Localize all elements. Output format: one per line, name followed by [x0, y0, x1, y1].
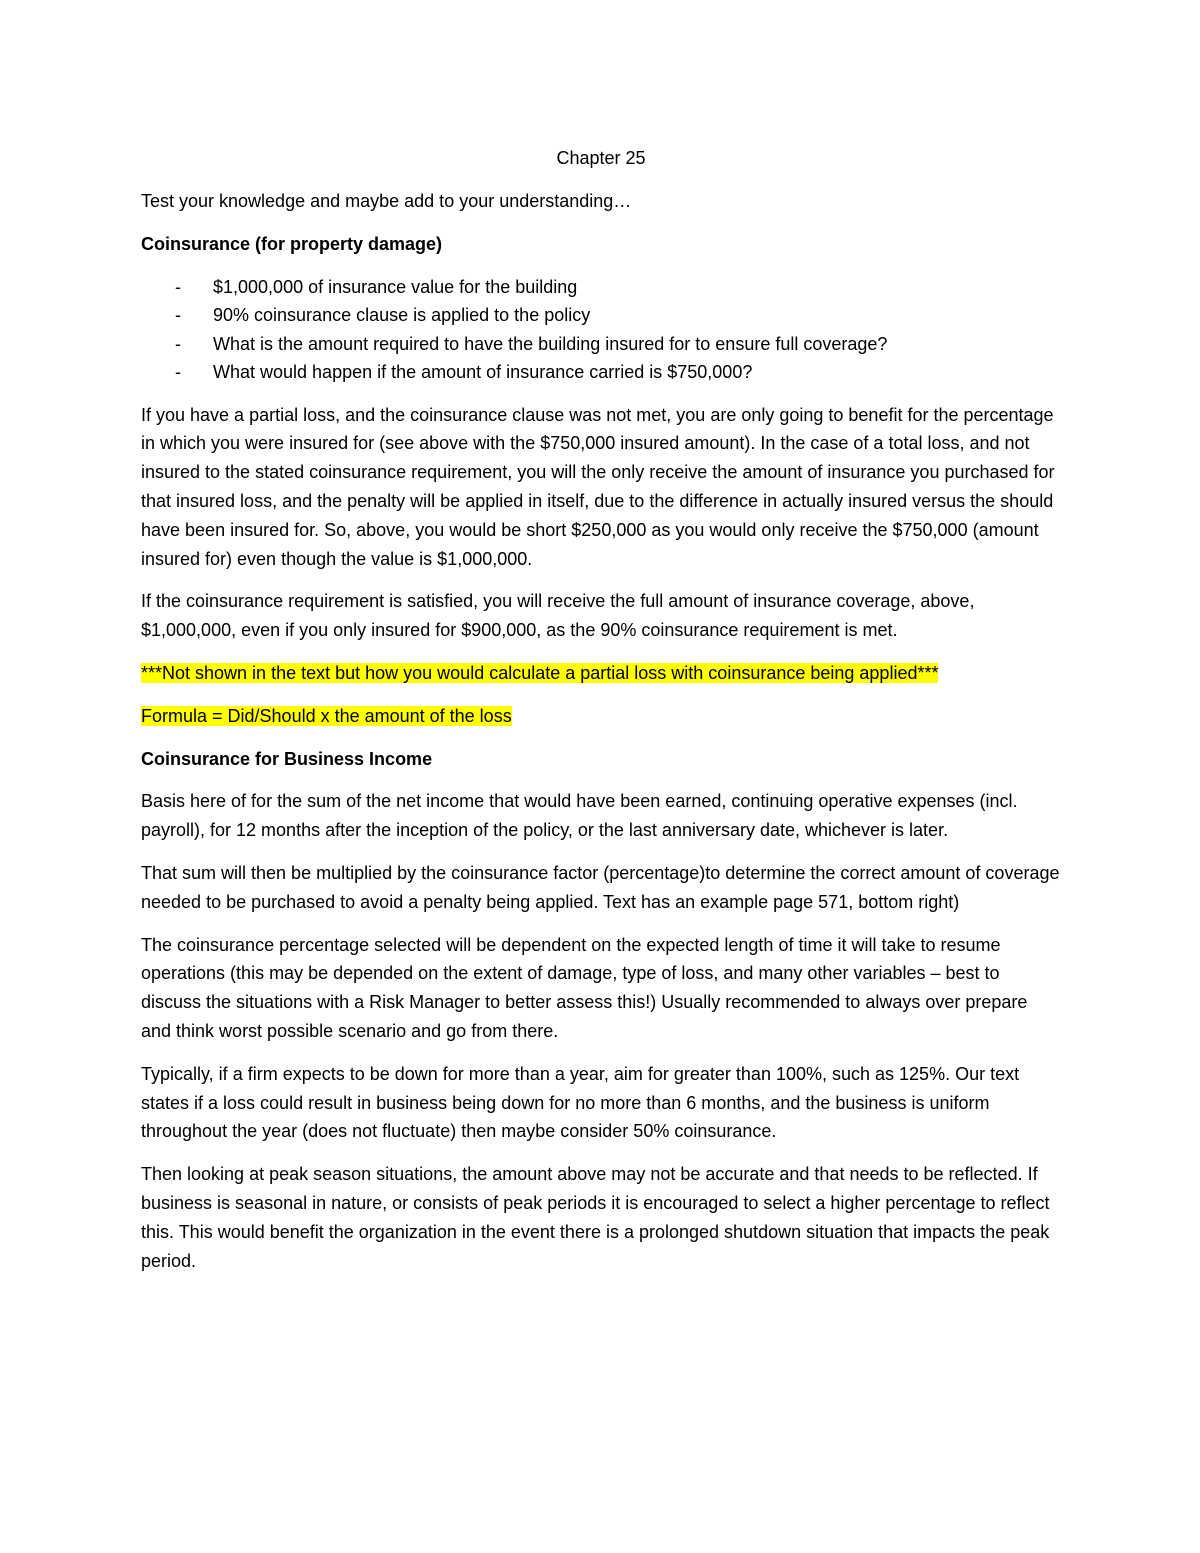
list-item: [141, 330, 1061, 359]
list-item-text: What is the amount required to have the building insured for to ensure full coverage?: [213, 333, 888, 354]
section-heading-property: Coinsurance (for property damage): [141, 233, 443, 254]
paragraph-basis: Basis here of for the sum of the net income that would have been earned, continuing operative expenses (incl. payroll), for 12 months after the inception of the policy, or the last anniversary date, whichever is later.: [141, 791, 1018, 841]
paragraph-percentage-selected: The coinsurance percentage selected will be dependent on the expected length of time it will take to resume operations (this may be depended on the extent of damage, type of loss, and many other variables – best to discuss the situations with a Risk Manager to better assess this!) Usually recommended to always over prepare and think worst possible scenario and go from there.: [141, 934, 1028, 1041]
page-title: Chapter 25: [556, 148, 646, 168]
highlight-note: [141, 659, 1061, 688]
document-body: [141, 144, 1061, 1289]
highlight-formula: [141, 702, 1061, 731]
list-item: [141, 273, 1061, 302]
list-item-text: $1,000,000 of insurance value for the building: [213, 276, 578, 297]
highlighted-formula-text: Formula = Did/Should x the amount of the loss: [141, 705, 512, 726]
highlighted-text: ***Not shown in the text but how you would calculate a partial loss with coinsurance being applied***: [141, 662, 939, 683]
paragraph-requirement-satisfied: If the coinsurance requirement is satisfied, you will receive the full amount of insurance coverage, above, $1,000,000, even if you only insured for $900,000, as the 90% coinsurance requirement is met.: [141, 591, 975, 641]
paragraph-typically: Typically, if a firm expects to be down for more than a year, aim for greater than 100%, such as 125%. Our text states if a loss could result in business being down for no more than 6 months, and the business is uniform throughout the year (does not fluctuate) then maybe consider 50% coinsurance.: [141, 1063, 1020, 1142]
paragraph-multiplied: That sum will then be multiplied by the coinsurance factor (percentage)to determine the correct amount of coverage needed to be purchased to avoid a penalty being applied. Text has an example page 571, bottom right): [141, 862, 1060, 912]
dash-bullet-icon: -: [175, 276, 181, 297]
list-item-text: 90% coinsurance clause is applied to the policy: [213, 305, 591, 326]
list-item: [141, 301, 1061, 330]
paragraph-peak-season: Then looking at peak season situations, the amount above may not be accurate and that needs to be reflected. If business is seasonal in nature, or consists of peak periods it is encouraged to select a higher percentage to reflect this. This would benefit the organization in the event there is a prolonged shutdown situation that impacts the peak period.: [141, 1164, 1050, 1271]
list-item-text: What would happen if the amount of insurance carried is $750,000?: [213, 362, 753, 383]
intro-text: Test your knowledge and maybe add to your understanding…: [141, 191, 632, 211]
paragraph-partial-loss: If you have a partial loss, and the coinsurance clause was not met, you are only going to benefit for the percentage in which you were insured for (see above with the $750,000 insured amount). In the case of a total loss, and not insured to the stated coinsurance requirement, you will the only receive the amount of insurance you purchased for that insured loss, and the penalty will be applied in itself, due to the difference in actually insured versus the should have been insured for. So, above, you would be short $250,000 as you would only receive the $750,000 (amount insured for) even though the value is $1,000,000.: [141, 404, 1055, 569]
dash-bullet-icon: -: [175, 333, 181, 354]
list-item: [141, 358, 1061, 387]
dash-bullet-icon: -: [175, 362, 181, 383]
dash-bullet-icon: -: [175, 305, 181, 326]
section-heading-business-income: Coinsurance for Business Income: [141, 748, 433, 769]
bullet-list: [141, 273, 1061, 387]
